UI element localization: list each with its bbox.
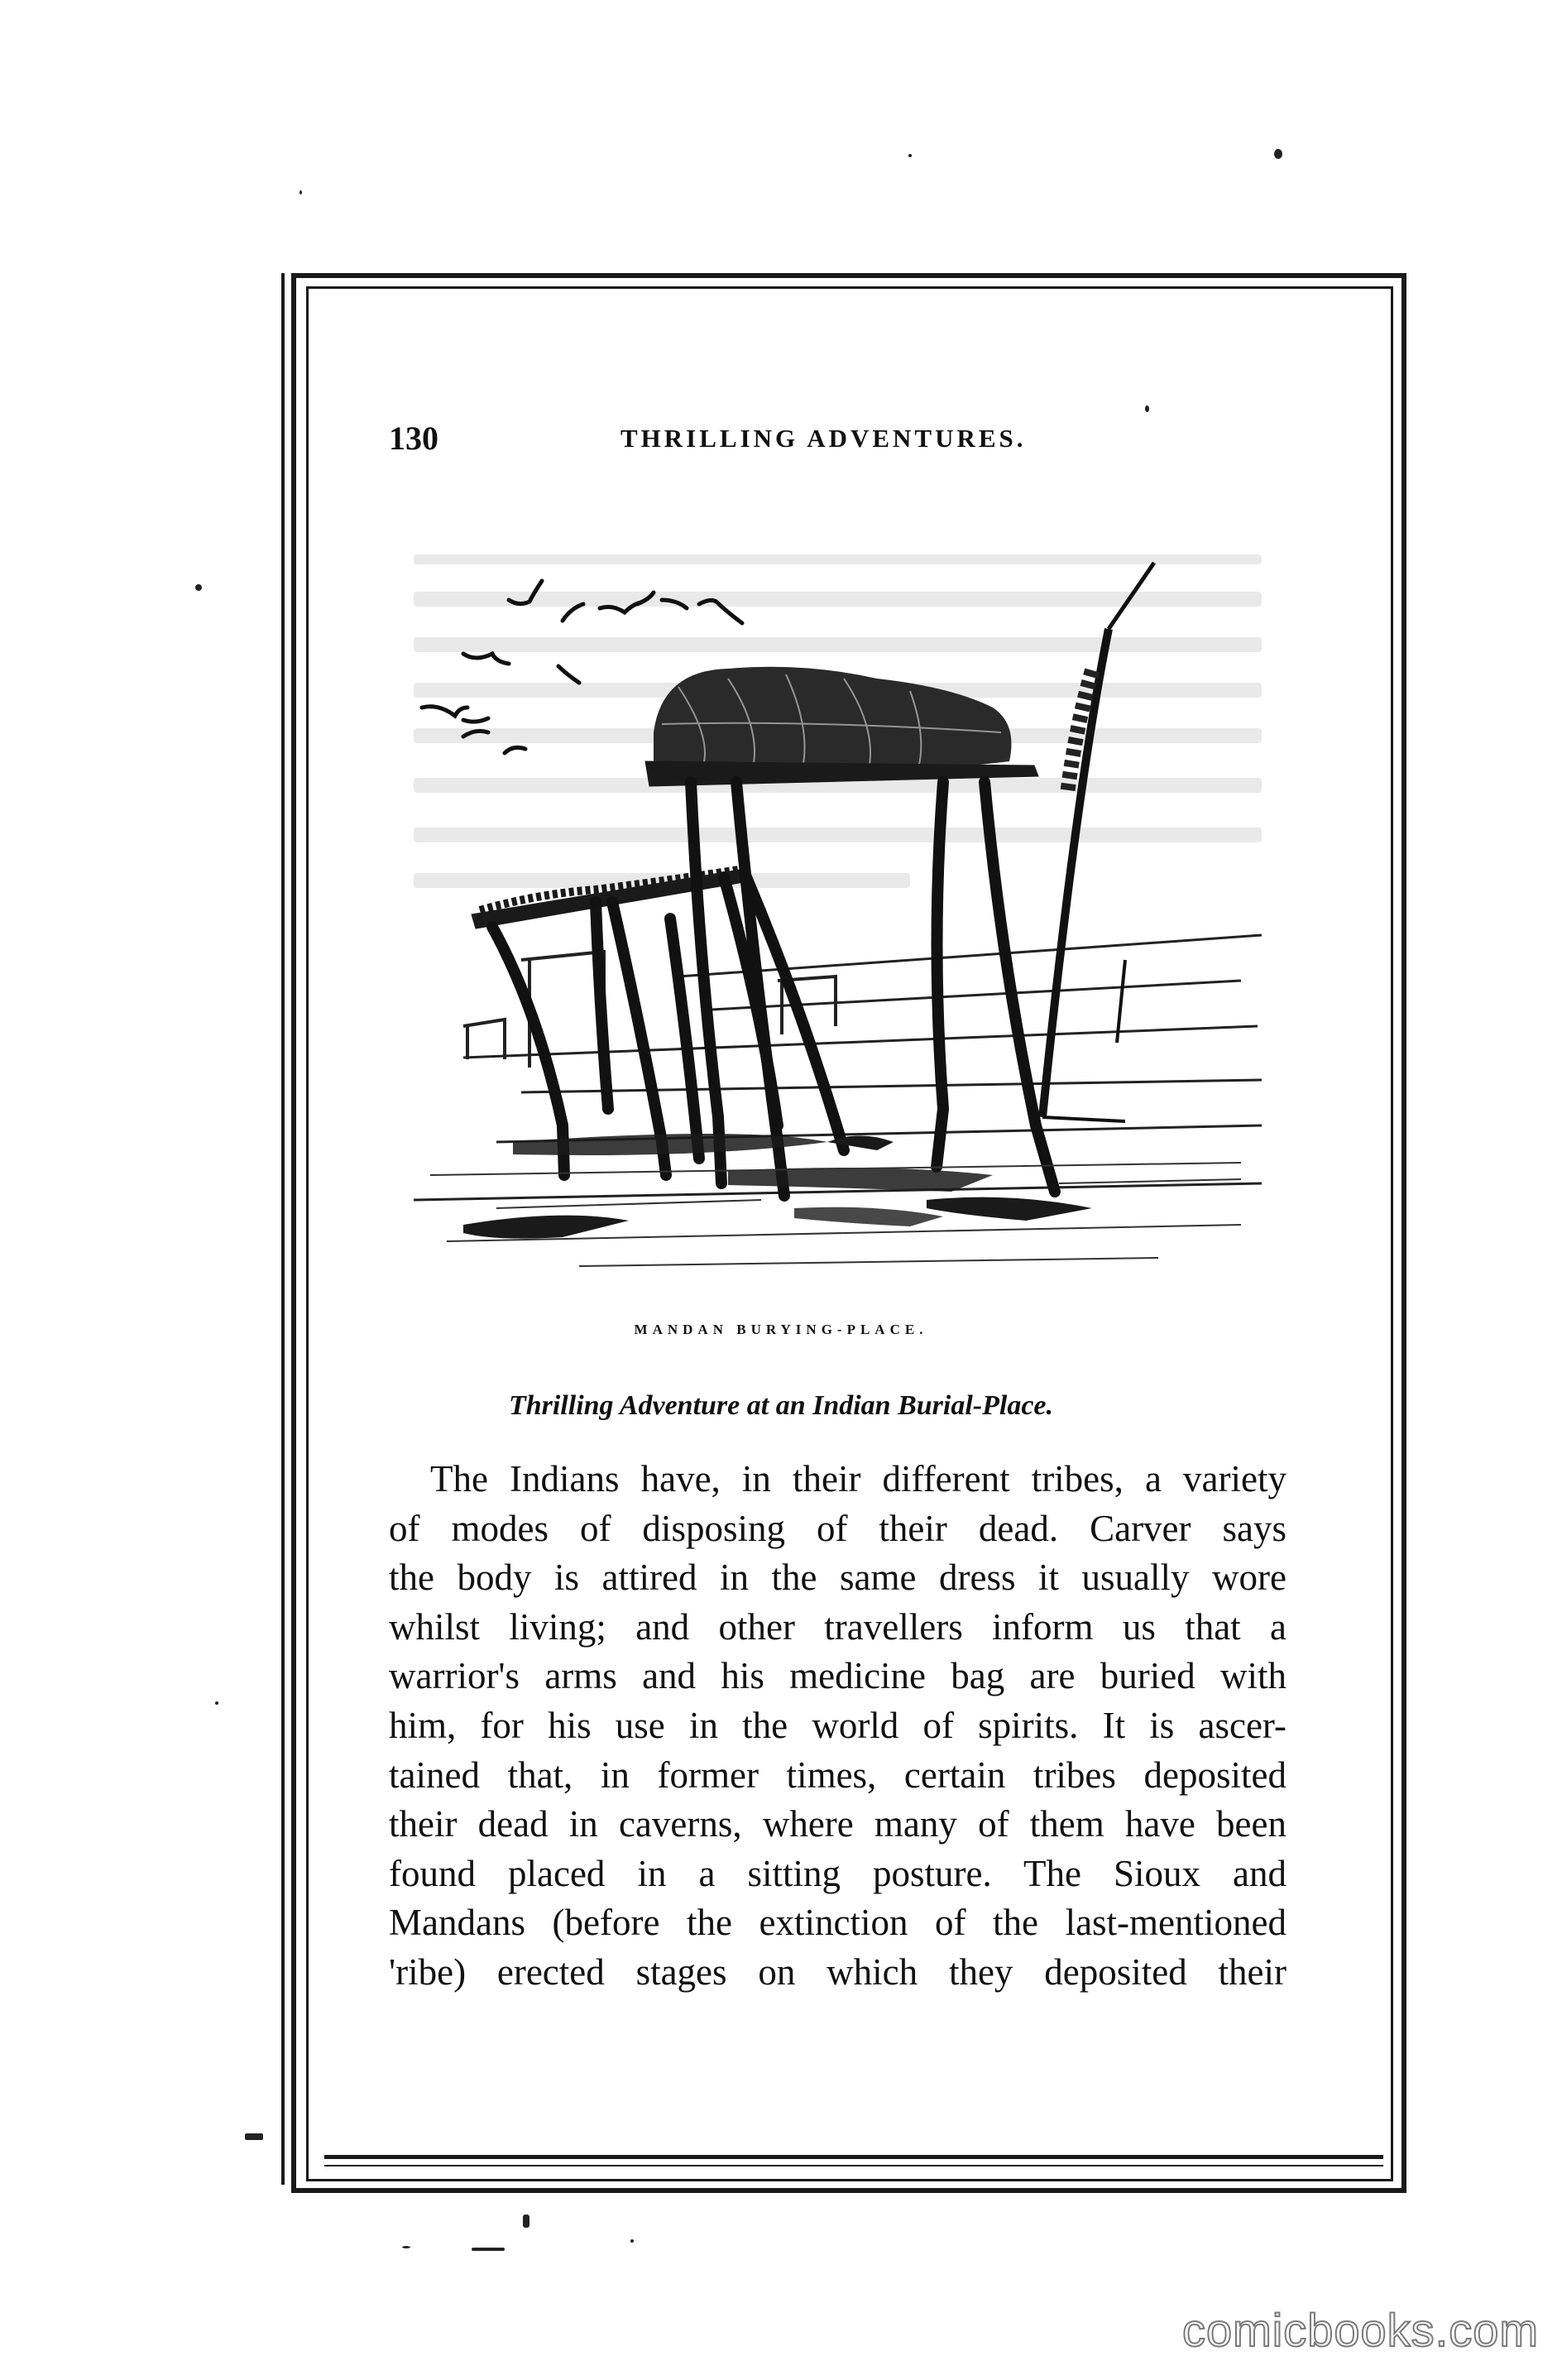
scan-speck bbox=[402, 2246, 410, 2248]
body-line: 'ribe) erected stages on which they deposited their bbox=[389, 1951, 1286, 1993]
bottom-rule-thin bbox=[324, 2165, 1383, 2166]
body-line: warrior's arms and his medicine bag are buried with bbox=[389, 1655, 1286, 1697]
watermark: comicbooks.com bbox=[1181, 2304, 1539, 2356]
scan-speck bbox=[245, 2133, 263, 2140]
scan-speck bbox=[195, 584, 202, 591]
platform-poles bbox=[492, 782, 1055, 1196]
scan-speck bbox=[630, 2239, 634, 2243]
body-line: Mandans (before the extinction of the last-mentioned bbox=[389, 1902, 1286, 1944]
running-head-title: THRILLING ADVENTURES. bbox=[620, 424, 1027, 453]
running-head bbox=[389, 419, 1307, 460]
scan-speck bbox=[472, 2248, 505, 2251]
page-number: 130 bbox=[389, 420, 438, 457]
body-line: him, for his use in the world of spirits. It is ascer- bbox=[389, 1704, 1286, 1746]
section-heading: Thrilling Adventure at an Indian Burial-Place. bbox=[508, 1390, 1054, 1421]
frame-left-line bbox=[281, 273, 285, 2185]
plain-lines bbox=[414, 935, 1262, 1200]
body-line: tained that, in former times, certain tribes deposited bbox=[389, 1754, 1286, 1796]
bottom-rule-thick bbox=[324, 2155, 1383, 2159]
body-line: The Indians have, in their different tribes, a variety bbox=[430, 1458, 1286, 1499]
body-line: the body is attired in the same dress it usually wore bbox=[389, 1557, 1286, 1599]
scan-speck bbox=[215, 1701, 218, 1705]
scan-speck bbox=[523, 2214, 529, 2228]
wrapped-body bbox=[654, 667, 1012, 771]
body-line: of modes of disposing of their dead. Carver says bbox=[389, 1507, 1286, 1549]
engraving-illustration bbox=[414, 546, 1262, 1303]
body-text bbox=[389, 1455, 1286, 1998]
scan-speck bbox=[908, 154, 912, 157]
scan-speck bbox=[1274, 149, 1282, 159]
body-line: their dead in caverns, where many of them have been bbox=[389, 1803, 1286, 1845]
illustration-caption: MANDAN BURYING-PLACE. bbox=[634, 1322, 928, 1337]
scan-speck bbox=[299, 190, 302, 194]
body-line: whilst living; and other travellers inform us that a bbox=[389, 1605, 1286, 1648]
body-line: found placed in a sitting posture. The Sioux and bbox=[389, 1852, 1286, 1894]
